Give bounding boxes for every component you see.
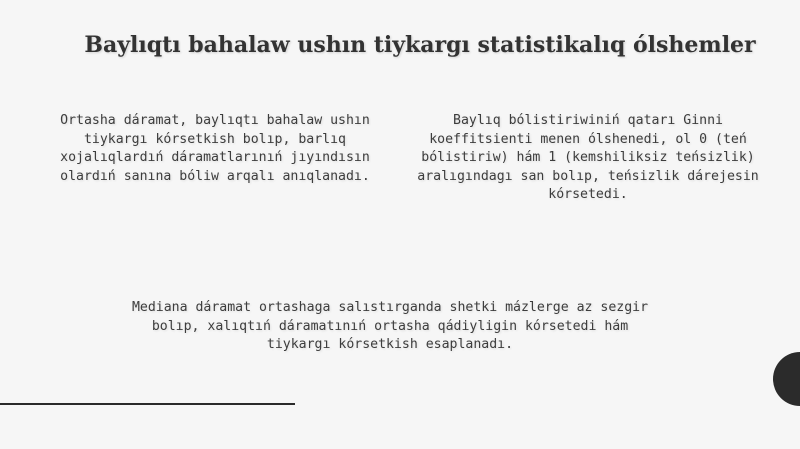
median-income-paragraph: Mediana dáramat ortashaga salıstırganda shetki mázlerge az sezgir bolıp, xalıqtıń dáramatınıń ortasha qádiyligin kórsetedi hám tiykargı kórsetkish esaplanadı. [131, 300, 649, 352]
decorative-circle-shape [773, 352, 800, 406]
gini-coefficient-paragraph: Baylıq bólistiriwiniń qatarı Ginni koeffitsienti menen ólshenedi, ol 0 (teń bólistiriw) hám 1 (kemshiliksiz teńsizlik) aralıgındagı san bolıp, teńsizlik dárejesin kórsetedi. [417, 113, 759, 202]
mean-income-paragraph: Ortasha dáramat, baylıqtı bahalaw ushın tiykargı kórsetkish bolıp, barlıq xojalıqlardıń dáramatlarınıń jıyındısın olardıń sanına bóliw arqalı anıqlanadı. [60, 113, 370, 184]
decorative-divider [0, 403, 295, 405]
slide-title: Baylıqtı bahalaw ushın tiykargı statistikalıq ólshemler [84, 32, 756, 58]
